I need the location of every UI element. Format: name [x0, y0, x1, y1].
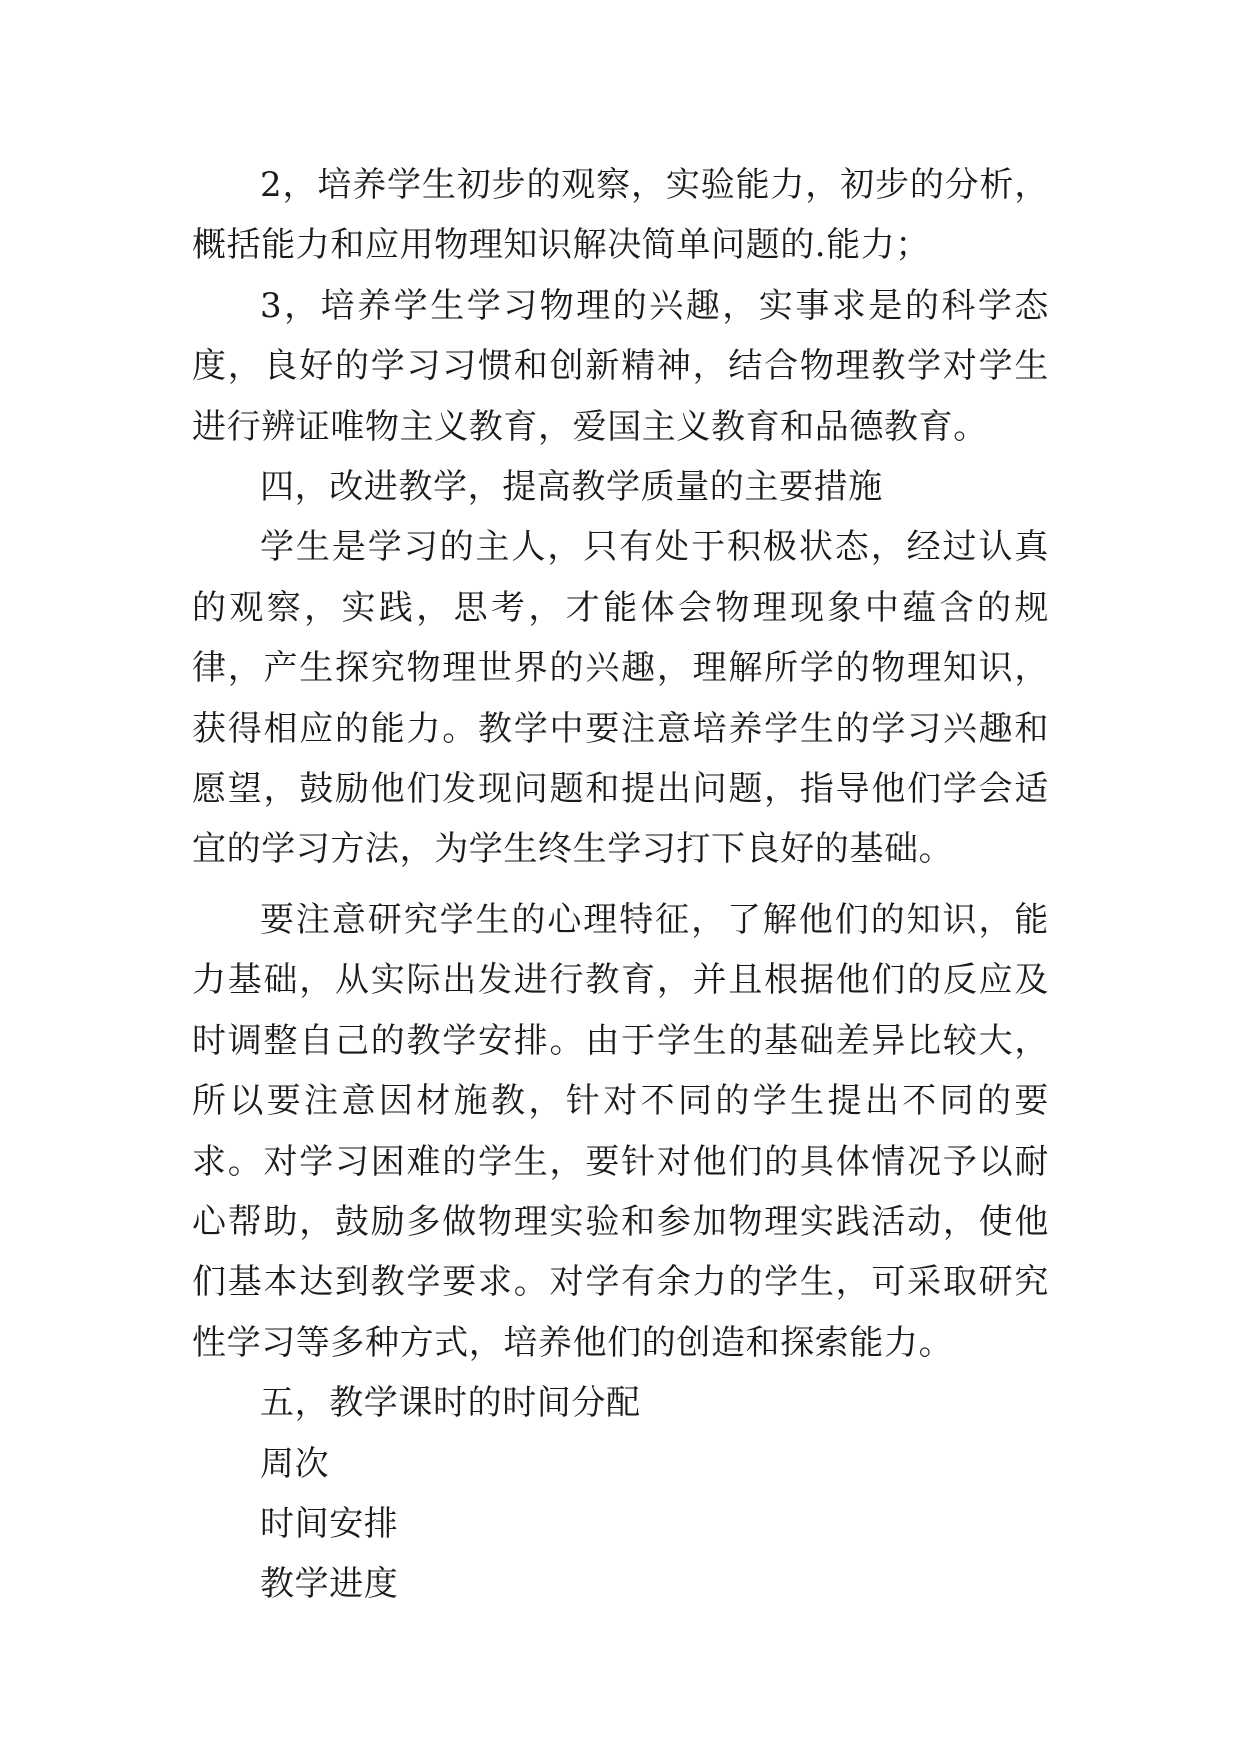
- table-header-time: 时间安排: [260, 1503, 399, 1544]
- paragraph-ability-goal: 2，培养学生初步的观察，实验能力，初步的分析，概括能力和应用物理知识解决简单问题的.能力；: [192, 165, 1049, 266]
- paragraph-student-psychology: 要注意研究学生的心理特征，了解他们的知识，能力基础，从实际出发进行教育，并且根据他们的反应及时调整自己的教学安排。由于学生的基础差异比较大，所以要注意因材施教，针对不同的学生提出不同的要求。对学习困难的学生，要针对他们的具体情况予以耐心帮助，鼓励多做物理实验和参加物理实践活动，使他们基本达到教学要求。对学有余力的学生，可采取研究性学习等多种方式，培养他们的创造和探索能力。: [192, 899, 1049, 1363]
- document-page: [192, 155, 1049, 1615]
- section-heading-schedule: 五，教学课时的时间分配: [260, 1383, 641, 1424]
- section-heading-measures: 四，改进教学，提高教学质量的主要措施: [260, 467, 883, 508]
- table-header-progress: 教学进度: [260, 1564, 399, 1605]
- table-header-week: 周次: [260, 1443, 330, 1484]
- paragraph-student-centered: 学生是学习的主人，只有处于积极状态，经过认真的观察，实践，思考，才能体会物理现象中蕴含的规律，产生探究物理世界的兴趣，理解所学的物理知识，获得相应的能力。教学中要注意培养学生的学习兴趣和愿望，鼓励他们发现问题和提出问题，指导他们学会适宜的学习方法，为学生终生学习打下良好的基础。: [192, 527, 1049, 870]
- paragraph-interest-goal: 3，培养学生学习物理的兴趣，实事求是的科学态度，良好的学习习惯和创新精神，结合物理教学对学生进行辨证唯物主义教育，爱国主义教育和品德教育。: [192, 285, 1049, 447]
